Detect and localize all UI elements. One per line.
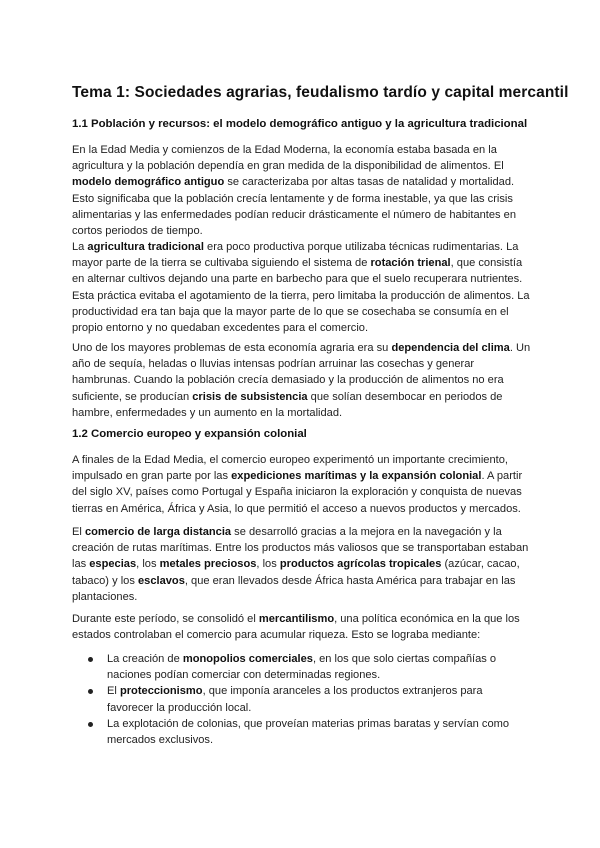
text-run: La creación de [107, 653, 183, 665]
text-run: , los [256, 558, 280, 571]
bullet-dot-icon [88, 722, 93, 727]
text-run: Durante este período, se consolidó el [72, 613, 259, 625]
bullet-dot-icon [88, 657, 93, 662]
text-run: , los [136, 558, 160, 571]
text-run: La explotación de colonias, que proveían materias primas baratas y servían como mercados exclusivos. [107, 717, 510, 747]
text-run: era poco productiva porque utilizaba técnicas rudimentarias. La mayor parte de la tierra se cultivaba siguiendo el sistema de [72, 241, 519, 270]
text-run: , que consistía en alternar cultivos dejando una parte en barbecho para que el suelo recuperara nutrientes. Esta práctica evitaba el agotamiento de la tierra, pero limitaba la producción de alimentos. La productividad era tan baja que la mayor parte de lo que se cosechaba se consumía en el propio entorno y no quedaban excedentes para el comercio. [72, 257, 530, 335]
text-run: , que imponía aranceles a los productos extranjeros para favorecer la producción local. [107, 685, 483, 714]
text-run: se caracterizaba por altas tasas de natalidad y mortalidad. Esto significaba que la población crecía lentamente y de forma inestable, ya que las crisis alimentarias y las enfermedades podían reducir drásticamente el número de habitantes en cortos periodos de tiempo. [72, 176, 517, 238]
text-run: , una política económica en la que los estados controlaban el comercio para acumular riqueza. Esto se lograba mediante: [72, 613, 520, 642]
text-run: . A partir del siglo XV, países como Portugal y España iniciaron la exploración y conquista de nuevas tierras en América, África y Asia, lo que permitió el acceso a nuevos productos y mercados. [72, 470, 523, 515]
text-run: En la Edad Media y comienzos de la Edad Moderna, la economía estaba basada en la agricultura y la población dependía en gran medida de la disponibilidad de alimentos. El [72, 144, 504, 173]
bold-term: productos agrícolas tropicales [279, 558, 442, 571]
bold-term: esclavos [137, 574, 185, 587]
text-run: A finales de la Edad Media, el comercio europeo experimentó un importante crecimiento, impulsado en gran parte por las [72, 454, 508, 483]
section-2-paragraph-3 [72, 611, 534, 643]
text-run: (azúcar, cacao, tabaco) y los [72, 558, 520, 587]
text-run: se desarrolló gracias a la mejora en la navegación y la creación de rutas marítimas. Entre los productos más valiosos que se transportaban estaban las [72, 526, 529, 571]
bold-term: expediciones marítimas y la expansión colonial [231, 470, 482, 483]
text-run: que solían desembocar en periodos de hambre, enfermedades y un aumento en la mortalidad. [72, 390, 503, 419]
bold-term: crisis de subsistencia [192, 390, 308, 403]
text-run: El [107, 685, 120, 698]
bold-term: especias [89, 558, 137, 571]
bold-term: agricultura tradicional [87, 241, 204, 253]
section-1-paragraph-3 [72, 340, 534, 421]
list-item [88, 683, 528, 715]
bold-term: proteccionismo [119, 685, 203, 698]
bold-term: mercantilismo [258, 613, 335, 625]
text-run: , que eran llevados desde África hasta América para trabajar en las plantaciones. [72, 574, 516, 603]
bold-term: dependencia del clima [391, 342, 510, 354]
text-run: , en los que solo ciertas compañías o naciones podían comerciar con determinadas regiones. [107, 653, 497, 682]
section-2-paragraph-2 [72, 524, 534, 605]
bold-term: metales preciosos [159, 558, 257, 571]
section-1-paragraph-2 [72, 239, 534, 336]
page-title: Tema 1: Sociedades agrarias, feudalismo tardío y capital mercantil [72, 84, 569, 101]
bold-term: modelo demográfico antiguo [72, 176, 225, 189]
text-run: La [72, 241, 88, 253]
bold-term: monopolios comerciales [182, 653, 313, 665]
bullet-dot-icon [88, 689, 93, 694]
list-item [88, 716, 528, 748]
section-1-heading: 1.1 Población y recursos: el modelo demográfico antiguo y la agricultura tradicional [72, 118, 528, 130]
text-run: El [72, 526, 85, 538]
section-2-paragraph-1 [72, 452, 534, 517]
bold-term: comercio de larga distancia [84, 526, 232, 538]
mercantilism-bullet-list [88, 651, 528, 748]
bold-term: rotación trienal [370, 257, 451, 270]
section-1-paragraph-1 [72, 142, 534, 239]
section-2-heading: 1.2 Comercio europeo y expansión colonial [72, 428, 307, 440]
text-run: Uno de los mayores problemas de esta economía agraria era su [72, 342, 392, 354]
list-item [88, 651, 528, 683]
text-run: . Un año de sequía, heladas o lluvias intensas podrían arruinar las cosechas y generar hambrunas. Cuando la población crecía demasiado y la producción de alimentos no era suficiente, se producían [72, 342, 531, 403]
